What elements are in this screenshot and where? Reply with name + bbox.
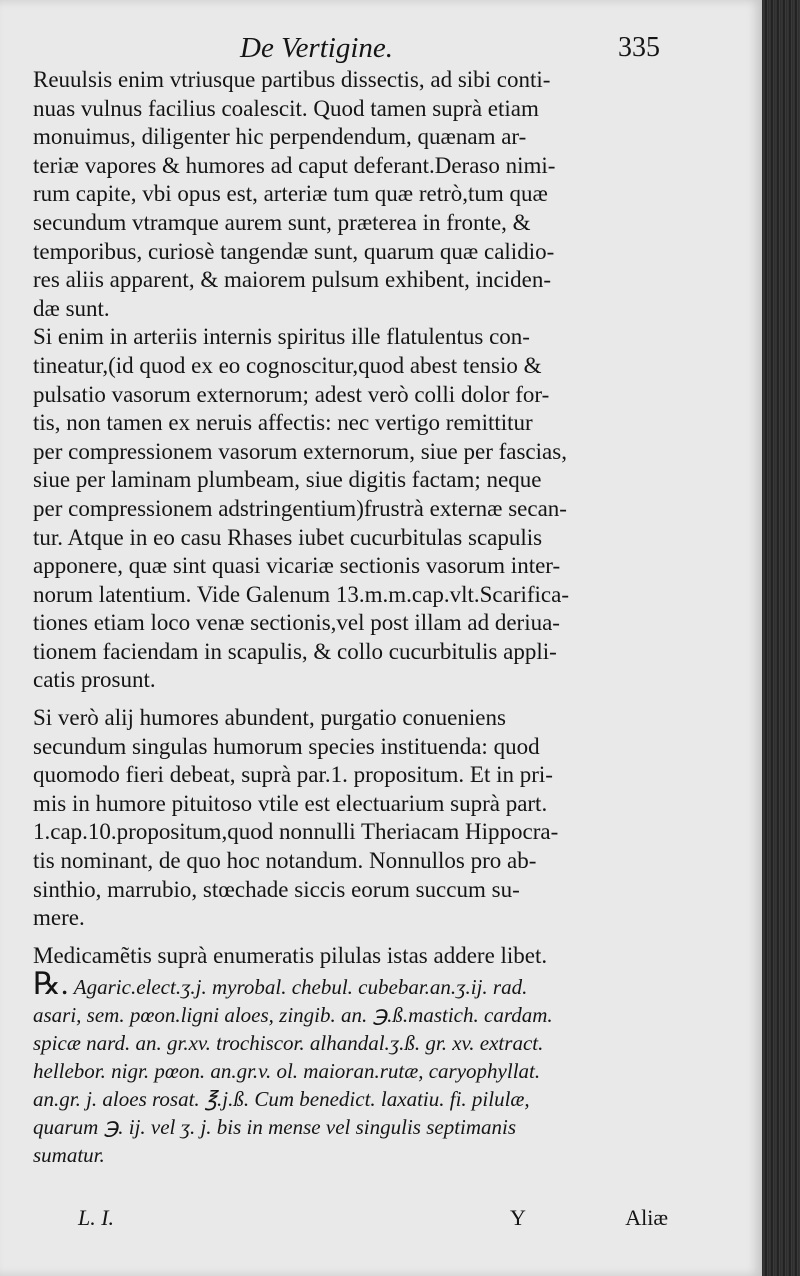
text-line: rum capite, vbi opus est, arteriæ tum quæ retrò,tum quæ [33,181,548,207]
recipe-text: asari, sem. pœon.ligni aloes, zingib. an. ℈.ß.mastich. cardam. [33,1003,553,1028]
text-line: per compressionem adstringentium)frustrà externæ secan- [33,495,567,521]
text-line: siue per laminam plumbeam, siue digitis factam; neque [33,467,542,493]
text-line: Si enim in arteriis internis spiritus ille flatulentus con- [33,324,530,350]
recipe-text: sumatur. [33,1143,105,1168]
text-line: mis in humore pituitoso vtile est electuarium suprà part. [33,790,548,816]
page-number: 335 [618,32,660,63]
text-line: sinthio, marrubio, stœchade siccis eorum succum su- [33,876,520,902]
paragraph-1 [33,66,653,323]
paragraph-3 [33,704,653,933]
running-title: De Vertigine. [240,32,394,64]
text-line: temporibus, curiosè tangendæ sunt, quarum quæ calidio- [33,238,555,264]
text-line: monuimus, diligenter hic perpendendum, quænam ar- [33,124,527,150]
text-line: secundum singulas humorum species instituenda: quod [33,733,540,759]
gathering-letter: Y [510,1205,526,1230]
recipe-line [33,1141,653,1169]
text-line: norum latentium. Vide Galenum 13.m.m.cap.vlt.Scarifica- [33,581,569,607]
recipe-line [33,1085,653,1113]
recipe-line [33,1057,653,1085]
recipe-text: an.gr. j. aloes rosat. ℥.j.ß. Cum benedict. laxatiu. fi. pilulæ, [33,1087,530,1112]
page-body [33,66,653,1169]
signature-mark: L. I. [78,1205,115,1230]
recipe-line [33,1029,653,1057]
recipe-line [33,1113,653,1141]
text-line: apponere, quæ sint quasi vicariæ sectionis vasorum inter- [33,553,561,579]
paragraph-4 [33,942,653,971]
recipe-text: Agaric.elect.ʒ.j. myrobal. chebul. cubebar.an.ʒ.ij. rad. [73,975,528,1000]
text-line: secundum vtramque aurem sunt, præterea in fronte, & [33,209,531,235]
recipe-text: hellebor. nigr. pœon. an.gr.v. ol. maioran.rutæ, caryophyllat. [33,1059,541,1084]
text-line: pulsatio vasorum externorum; adest verò colli dolor for- [33,381,550,407]
catchword: Aliæ [625,1205,668,1230]
text-line: tiones etiam loco venæ sectionis,vel post illam ad deriua- [33,610,560,636]
text-line: res aliis apparent, & maiorem pulsum exhibent, inciden- [33,267,551,293]
text-line: tis, non tamen ex neruis affectis: nec vertigo remittitur [33,410,533,436]
text-line: per compressionem vasorum externorum, siue per fascias, [33,438,567,464]
paragraph-2 [33,323,653,695]
text-line: quomodo fieri debeat, suprà par.1. propositum. Et in pri- [33,762,553,788]
text-line: Si verò alij humores abundent, purgatio conueniens [33,705,506,731]
text-line: mere. [33,905,85,931]
recipe-block [33,966,653,1169]
text-line: 1.cap.10.propositum,quod nonnulli Theriacam Hippocra- [33,819,559,845]
text-line: Reuulsis enim vtriusque partibus dissectis, ad sibi conti- [33,67,551,92]
recipe-line [33,966,653,1002]
recipe-text: spicæ nard. an. gr.xv. trochiscor. alhandal.ʒ.ß. gr. xv. extract. [33,1031,544,1056]
text-line: catis prosunt. [33,667,156,693]
recipe-symbol: ℞. [33,966,69,1002]
text-line: dæ sunt. [33,295,110,321]
book-spine [762,0,800,1276]
text-line: tur. Atque in eo casu Rhases iubet cucurbitulas scapulis [33,524,543,550]
text-line: teriæ vapores & humores ad caput deferant.Deraso nimi- [33,152,556,178]
text-line: tineatur,(id quod ex eo cognoscitur,quod abest tensio & [33,352,542,378]
text-line: tionem faciendam in scapulis, & collo cucurbitulis appli- [33,638,557,664]
text-line: tis nominant, de quo hoc notandum. Nonnullos pro ab- [33,848,537,874]
text-line: Medicamẽtis suprà enumeratis pilulas istas addere libet. [33,942,548,968]
recipe-text: quarum ℈. ij. vel ʒ. j. bis in mense vel singulis septimanis [33,1115,517,1140]
text-line: nuas vulnus facilius coalescit. Quod tamen suprà etiam [33,95,539,121]
recipe-line [33,1001,653,1029]
page-footer [78,1205,668,1245]
